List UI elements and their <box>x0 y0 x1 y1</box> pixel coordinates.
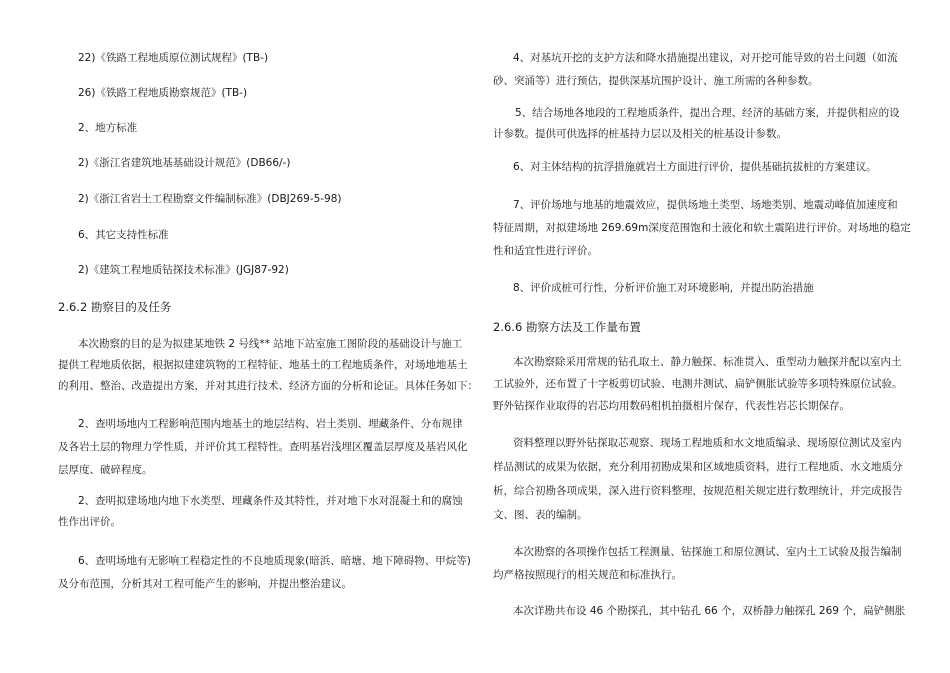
task-paragraph-line: 性作出评价。 <box>58 516 121 528</box>
task-paragraph-line: 砂、突涌等）进行预估，提供深基坑围护设计、施工所需的各种参数。 <box>493 75 819 87</box>
methods-paragraph-line: 野外钻探作业取得的岩芯均用数码相机拍摄相片保存，代表性岩芯长期保存。 <box>493 400 850 412</box>
task-paragraph-line: 5、结合场地各地段的工程地质条件，提出合理、经济的基础方案，并提供相应的设 <box>515 107 900 119</box>
task-paragraph-line: 及分布范围，分析其对工程可能产生的影响，并提出整治建议。 <box>58 578 352 590</box>
task-paragraph-line: 特征周期，对拟建场地 269.69m深度范围饱和土液化和软土震陷进行评价。对场地的稳定 <box>493 222 911 234</box>
task-paragraph-line: 计参数。提供可供选择的桩基持力层以及相关的桩基设计参数。 <box>493 128 787 140</box>
purpose-paragraph-line: 本次勘察的目的是为拟建某地铁 2 号线** 站地下站室施工图阶段的基础设计与施工 <box>78 338 463 350</box>
operations-paragraph-line: 本次勘察的各项操作包括工程测量、钻探施工和原位测试、室内土工试验及报告编制 <box>513 546 902 558</box>
section-heading-methods: 2.6.6 勘察方法及工作量布置 <box>493 320 641 334</box>
task-paragraph-line: 及各岩土层的物理力学性质，并评价其工程特性。查明基岩浅埋区覆盖层厚度及基岩风化 <box>58 441 468 453</box>
standard-item-zj-geotech: 2)《浙江省岩土工程勘察文件编制标准》(DBJ269-5-98) <box>78 193 342 205</box>
purpose-paragraph-line: 提供工程地质依据，根据拟建建筑物的工程特征、地基土的工程地质条件，对场地地基土 <box>58 359 468 371</box>
task-paragraph-line: 6、查明场地有无影响工程稳定性的不良地质现象(暗浜、暗塘、地下障碍物、甲烷等) <box>78 555 471 567</box>
task-paragraph-line: 4、对基坑开挖的支护方法和降水措施提出建议，对开挖可能导致的岩土问题（如流 <box>513 52 898 64</box>
task-paragraph-line: 2、查明场地内工程影响范围内地基土的地层结构、岩土类别、埋藏条件、分布规律 <box>78 418 463 430</box>
standard-item-26: 26)《铁路工程地质勘察规范》(TB-) <box>78 87 248 99</box>
methods-paragraph-line: 工试验外，还布置了十字板剪切试验、电测井测试、扁铲侧胀试验等多项特殊原位试验。 <box>493 378 903 390</box>
task-paragraph-line: 2、查明拟建场地内地下水类型、埋藏条件及其特性，并对地下水对混凝土和的腐蚀 <box>78 495 463 507</box>
operations-paragraph-line: 均严格按照现行的相关规范和标准执行。 <box>493 569 682 581</box>
data-paragraph-line: 文、图、表的编制。 <box>493 509 588 521</box>
task-paragraph-line: 6、对主体结构的抗浮措施就岩土方面进行评价，提供基础抗拔桩的方案建议。 <box>513 161 877 173</box>
task-paragraph-line: 7、评价场地与地基的地震效应，提供场地土类型、场地类别、地震动峰值加速度和 <box>513 199 898 211</box>
methods-paragraph-line: 本次勘察除采用常规的钻孔取土、静力触探、标准贯入、重型动力触探并配以室内土 <box>513 356 902 368</box>
local-standards-label: 2、地方标准 <box>78 122 138 134</box>
task-paragraph-line: 8、评价成桩可行性，分析评价施工对环境影响，并提出防治措施 <box>513 282 814 294</box>
purpose-paragraph-line: 的利用、整治、改造提出方案，并对其进行技术、经济方面的分析和论证。具体任务如下： <box>58 380 478 392</box>
task-paragraph-line: 层厚度、破碎程度。 <box>58 464 153 476</box>
data-paragraph-line: 样品测试的成果为依据，充分利用初勘成果和区域地质资料，进行工程地质、水文地质分 <box>493 461 903 473</box>
standard-item-drilling: 2)《建筑工程地质钻探技术标准》(JGJ87-92) <box>78 264 289 276</box>
data-paragraph-line: 资料整理以野外钻探取芯观察、现场工程地质和水文地质编录、现场原位测试及室内 <box>513 437 902 449</box>
standard-item-22: 22)《铁路工程地质原位测试规程》(TB-) <box>78 52 269 64</box>
section-heading-purpose: 2.6.2 勘察目的及任务 <box>58 300 172 314</box>
other-standards-label: 6、其它支持性标准 <box>78 229 169 241</box>
task-paragraph-line: 性和适宜性进行评价。 <box>493 245 598 257</box>
data-paragraph-line: 析，综合初勘各项成果，深入进行资料整理，按规范相关规定进行数理统计，并完成报告 <box>493 485 903 497</box>
workload-paragraph-line: 本次详勘共布设 46 个勘探孔，其中钻孔 66 个，双桥静力触探孔 269 个，扁铲侧胀 <box>513 605 906 617</box>
standard-item-zj-foundation: 2)《浙江省建筑地基基础设计规范》(DB66/-) <box>78 157 291 169</box>
